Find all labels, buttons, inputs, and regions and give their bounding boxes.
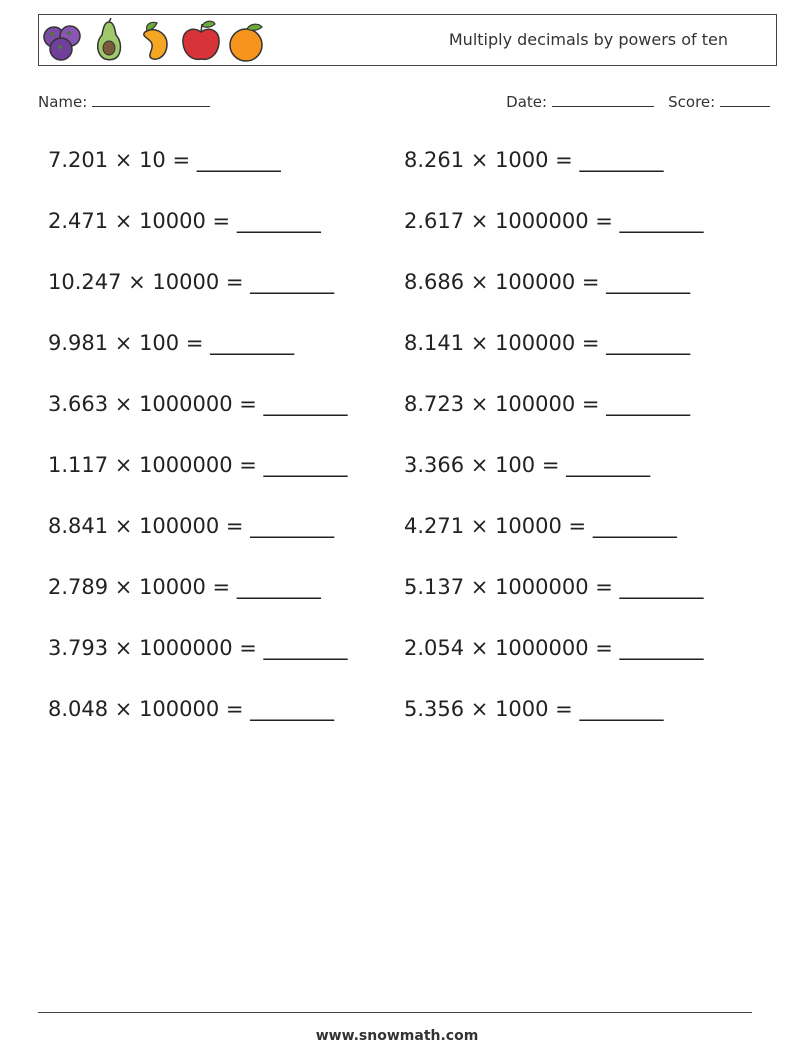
problem-right-8: 5.137 × 1000000 = ________ — [404, 575, 704, 599]
problem-right-3: 8.686 × 100000 = ________ — [404, 270, 691, 294]
mango-icon — [133, 18, 177, 64]
fruit-icons — [41, 18, 269, 64]
score-blank[interactable] — [720, 92, 770, 107]
footer-url[interactable]: www.snowmath.com — [315, 1028, 479, 1044]
problem-right-10: 5.356 × 1000 = ________ — [404, 697, 664, 721]
date-label: Date: — [506, 93, 548, 111]
problem-left-4: 9.981 × 100 = ________ — [48, 331, 295, 355]
name-blank[interactable] — [92, 92, 210, 107]
problem-right-2: 2.617 × 1000000 = ________ — [404, 209, 704, 233]
problem-right-5: 8.723 × 100000 = ________ — [404, 392, 691, 416]
apple-icon — [179, 18, 223, 64]
problem-left-7: 8.841 × 100000 = ________ — [48, 514, 335, 538]
date-blank[interactable] — [552, 92, 654, 107]
score-label: Score: — [668, 93, 716, 111]
problem-left-5: 3.663 × 1000000 = ________ — [48, 392, 348, 416]
problem-left-6: 1.117 × 1000000 = ________ — [48, 453, 348, 477]
plums-icon — [41, 18, 85, 64]
problem-left-1: 7.201 × 10 = ________ — [48, 148, 281, 172]
name-label: Name: — [38, 93, 88, 111]
name-field — [38, 92, 210, 111]
problem-left-2: 2.471 × 10000 = ________ — [48, 209, 321, 233]
pear-icon — [87, 18, 131, 64]
header-box — [38, 14, 777, 66]
problem-right-9: 2.054 × 1000000 = ________ — [404, 636, 704, 660]
problem-left-3: 10.247 × 10000 = ________ — [48, 270, 335, 294]
footer-divider — [38, 1012, 752, 1013]
info-row — [38, 92, 770, 114]
page-title: Multiply decimals by powers of ten — [448, 30, 728, 49]
problem-left-8: 2.789 × 10000 = ________ — [48, 575, 321, 599]
problem-left-9: 3.793 × 1000000 = ________ — [48, 636, 348, 660]
problem-right-6: 3.366 × 100 = ________ — [404, 453, 651, 477]
problem-left-10: 8.048 × 100000 = ________ — [48, 697, 335, 721]
problem-right-4: 8.141 × 100000 = ________ — [404, 331, 691, 355]
problem-right-1: 8.261 × 1000 = ________ — [404, 148, 664, 172]
date-score-fields — [506, 92, 770, 111]
problem-right-7: 4.271 × 10000 = ________ — [404, 514, 677, 538]
orange-icon — [225, 18, 269, 64]
